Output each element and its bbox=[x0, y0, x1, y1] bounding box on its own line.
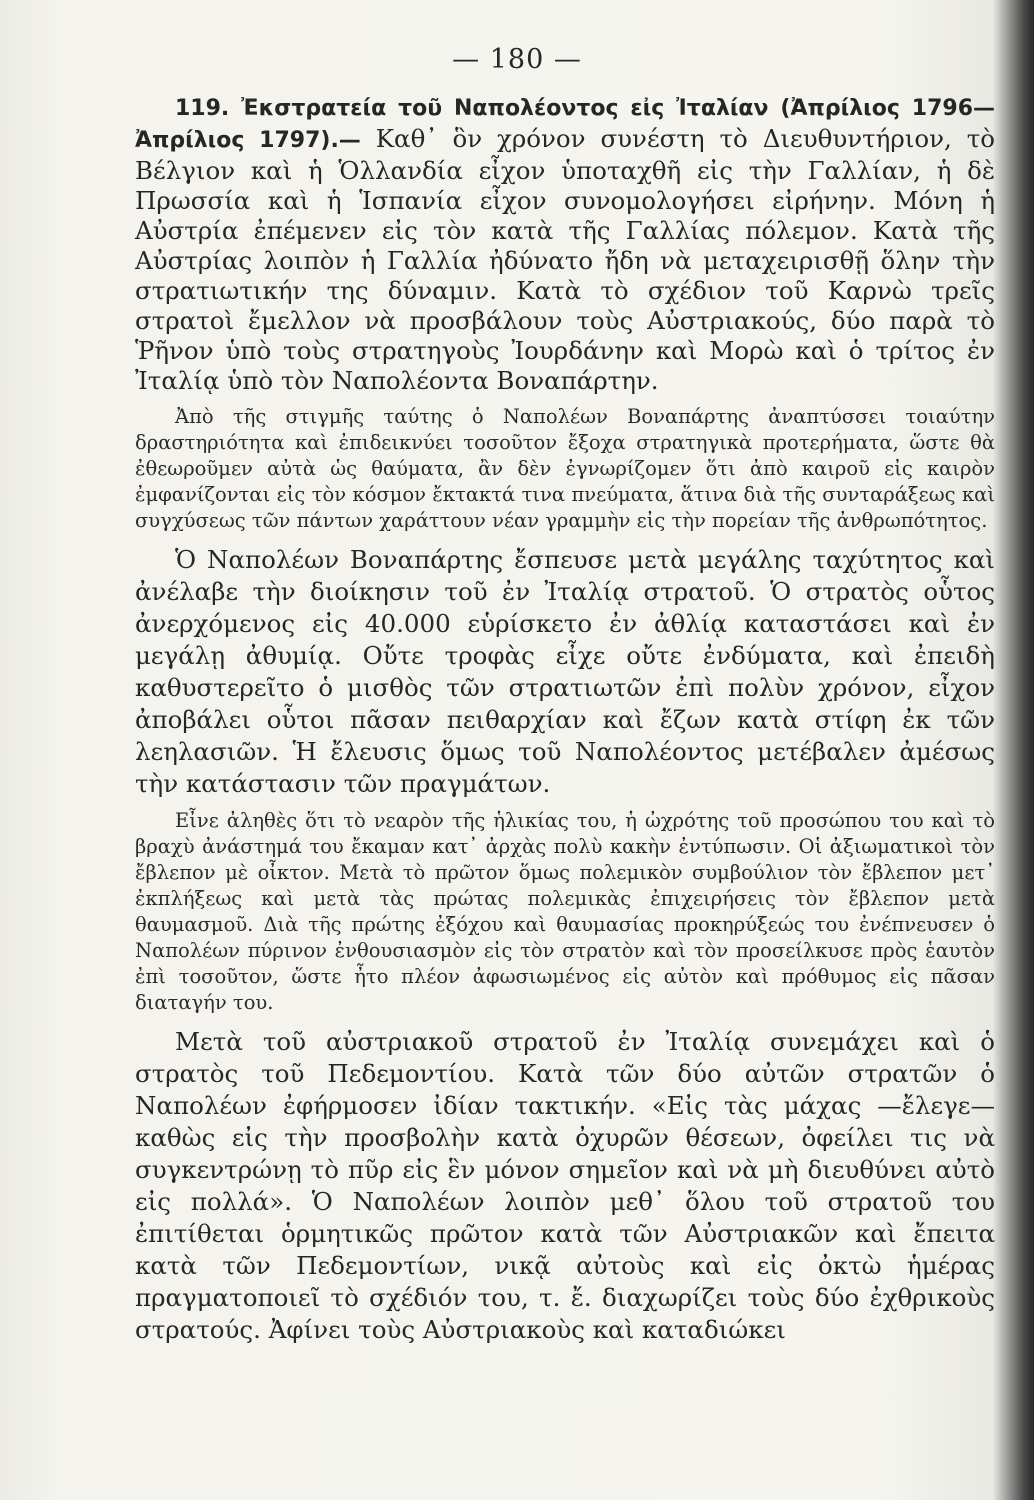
section-heading: 119. Ἐκστρατεία τοῦ Ναπολέοντος εἰς Ἰταλίαν (Ἀπρίλιος 1796—Ἀπρίλιος 1797).— bbox=[135, 96, 995, 153]
page-number: — 180 — bbox=[452, 44, 582, 75]
paragraph: Μετὰ τοῦ αὐστριακοῦ στρατοῦ ἐν Ἰταλίᾳ συνεμάχει καὶ ὁ στρατὸς τοῦ Πεδεμοντίου. Κατὰ τῶν δύο αὐτῶν στρατῶν ὁ Ναπολέων ἐφήρμοσεν ἰδίαν τακτικήν. «Εἰς τὰς μάχας —ἔλεγε— καθὼς εἰς τὴν προσβολὴν κατὰ ὀχυρῶν θέσεων, ὀφείλει τις νὰ συγκεντρώνῃ τὸ πῦρ εἰς ἓν μόνον σημεῖον καὶ νὰ μὴ διευθύνει αὐτὸ εἰς πολλά». Ὁ Ναπολέων λοιπὸν μεθ᾽ ὅλου τοῦ στρατοῦ του ἐπιτίθεται ὁρμητικῶς πρῶτον κατὰ τῶν Αὐστριακῶν καὶ ἔπειτα κατὰ τῶν Πεδεμοντίων, νικᾷ αὐτοὺς καὶ εἰς ὀκτὼ ἡμέρας πραγματοποιεῖ τὸ σχέδιόν του, τ. ἔ. διαχωρίζει τοὺς δύο ἐχθρικοὺς στρατούς. Ἀφίνει τοὺς Αὐστριακοὺς καὶ καταδιώκει bbox=[135, 1027, 995, 1344]
small-print-paragraph: Ἀπὸ τῆς στιγμῆς ταύτης ὁ Ναπολέων Βοναπάρτης ἀναπτύσσει τοιαύτην δραστηριότητα καὶ ἐπιδεικνύει τοσοῦτον ἔξοχα στρατηγικὰ προτερήματα, ὥστε θὰ ἐθεωροῦμεν αὐτὰ ὡς θαύματα, ἂν δὲν ἐγνωρίζομεν ὅτι ἀπὸ καιροῦ εἰς καιρὸν ἐμφανίζονται εἰς τὸν κόσμον ἔκτακτά τινα πνεύματα, ἅτινα διὰ τῆς συνταράξεως καὶ συγχύσεως τῶν πάντων χαράττουν νέαν γραμμὴν εἰς τὴν πορείαν τῆς ἀνθρωπότητος. bbox=[135, 405, 995, 532]
paragraph: Ὁ Ναπολέων Βοναπάρτης ἔσπευσε μετὰ μεγάλης ταχύτητος καὶ ἀνέλαβε τὴν διοίκησιν τοῦ ἐν Ἰταλίᾳ στρατοῦ. Ὁ στρατὸς οὗτος ἀνερχόμενος εἰς 40.000 εὑρίσκετο ἐν ἀθλίᾳ καταστάσει καὶ ἐν μεγάλῃ ἀθυμίᾳ. Οὔτε τροφὰς εἶχε οὔτε ἐνδύματα, καὶ ἐπειδὴ καθυστερεῖτο ὁ μισθὸς τῶν στρατιωτῶν ἐπὶ πολὺν χρόνον, εἶχον ἀποβάλει οὗτοι πᾶσαν πειθαρχίαν καὶ ἔζων κατὰ στίφη ἐκ τῶν λεηλασιῶν. Ἡ ἔλευσις ὅμως τοῦ Ναπολέοντος μετέβαλεν ἀμέσως τὴν κατάστασιν τῶν πραγμάτων. bbox=[135, 545, 995, 798]
small-print-paragraph: Εἶνε ἀληθὲς ὅτι τὸ νεαρὸν τῆς ἡλικίας του, ἡ ὠχρότης τοῦ προσώπου του καὶ τὸ βραχὺ ἀνάστημά του ἔκαμαν κατ᾽ ἀρχὰς πολὺ κακὴν ἐντύπωσιν. Οἱ ἀξιωματικοὶ τὸν ἔβλεπον μὲ οἶκτον. Μετὰ τὸ πρῶτον ὅμως πολεμικὸν συμβούλιον τὸν ἔβλεπον μετ᾽ ἐκπλήξεως καὶ μετὰ τὰς πρώτας πολεμικὰς ἐπιχειρήσεις τὸν ἔβλεπον μετὰ θαυμασμοῦ. Διὰ τῆς πρώτης ἐξόχου καὶ θαυμασίας προκηρύξεώς του ἐνέπνευσεν ὁ Ναπολέων πύρινον ἐνθουσιασμὸν εἰς τὸν στρατὸν καὶ τὸν προσείλκυσε πρὸς ἑαυτὸν ἐπὶ τοσοῦτον, ὥστε ἦτο πλέον ἀφωσιωμένος εἰς αὐτὸν καὶ πρόθυμος εἰς πᾶσαν διαταγήν του. bbox=[135, 809, 995, 1014]
section-119 bbox=[135, 92, 995, 396]
page-body bbox=[135, 92, 995, 1346]
paragraph: Καθ᾽ ὃν χρόνον συνέστη τὸ Διευθυντήριον, τὸ Βέλγιον καὶ ἡ Ὁλλανδία εἶχον ὑποταχθῆ εἰς τὴν Γαλλίαν, ἡ δὲ Πρωσσία καὶ ἡ Ἱσπανία εἶχον συνομολογήσει εἰρήνην. Μόνη ἡ Αὐστρία ἐπέμενεν εἰς τὸν κατὰ τῆς Γαλλίας πόλεμον. Κατὰ τῆς Αὐστρίας λοιπὸν ἡ Γαλλία ἠδύνατο ἤδη νὰ μεταχειρισθῇ ὅλην τὴν στρατιωτικήν της δύναμιν. Κατὰ τὸ σχέδιον τοῦ Καρνὼ τρεῖς στρατοὶ ἔμελλον νὰ προσβάλουν τοὺς Αὐστριακούς, δύο παρὰ τὸ Ῥῆνον ὑπὸ τοὺς στρατηγοὺς Ἰουρδάνην καὶ Μορὼ καὶ ὁ τρίτος ἐν Ἰταλίᾳ ὑπὸ τὸν Ναπολέοντα Βοναπάρτην. bbox=[135, 124, 995, 395]
